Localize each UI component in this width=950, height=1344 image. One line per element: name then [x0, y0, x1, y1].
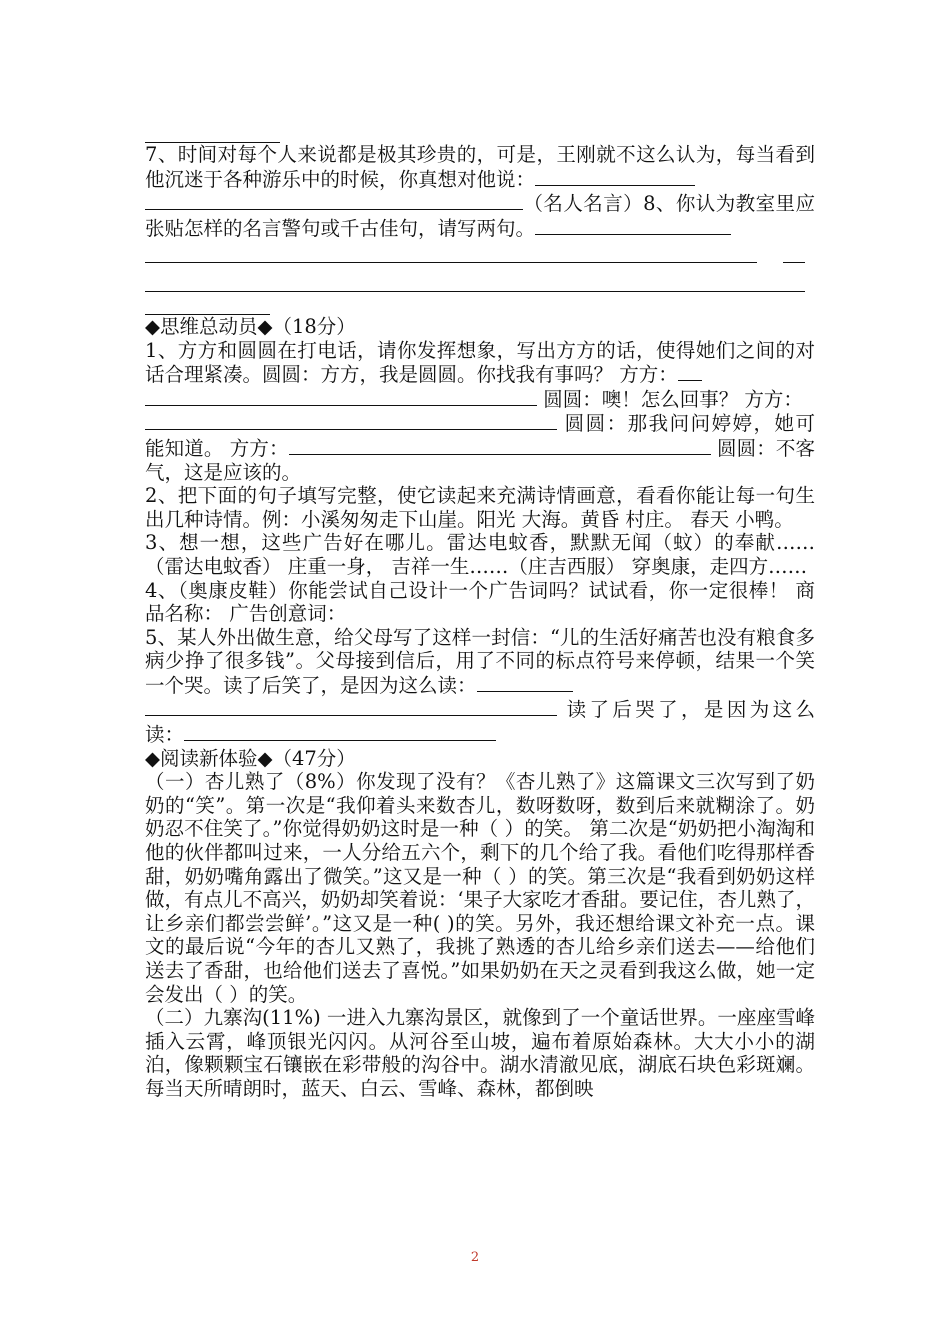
reading-part-1: （一）杏儿熟了（8%）你发现了没有？《杏儿熟了》这篇课文三次写到了奶奶的“笑”。第一次是“我仰着头来数杏儿，数呀数呀，数到后来就糊涂了。奶奶忍不住笑了。”你觉得奶奶这时是一种（ ）的笑。 第二次是“奶奶把小淘淘和他的伙伴都叫过来，一人分给五六个，剩下的几个给了我。看他们吃得那样香甜，奶奶嘴角露出了微笑。”这又是一种（ ）的笑。第三次是“我看到奶奶这样做，有点儿不高兴，奶奶却笑着说：‘果子大家吃才香甜。要记住，杏儿熟了，让乡亲们都尝尝鲜’。”这又是一种( )的笑。另外，我还想给课文补充一点。课文的最后说“今年的杏儿又熟了，我挑了熟透的杏儿给乡亲们送去——给他们送去了香甜，也给他们送去了喜悦。”如果奶奶在天之灵看到我这么做，她一定会发出（ ）的笑。: [145, 770, 815, 1006]
answer-line: [145, 240, 757, 263]
answer-blank: [145, 191, 523, 210]
answer-blank: [145, 387, 537, 406]
question-5: 5、某人外出做生意，给父母写了这样一封信：“儿的生活好痛苦也没有粮食多病少挣了很多钱”。父母接到信后，用了不同的标点符号来停顿，结果一个笑一个哭。读了后笑了，是因为这么读： 读了后哭了，是因为这么读：: [145, 625, 815, 747]
reading-part-2: （二）九寨沟(11%) 一进入九寨沟景区，就像到了一个童话世界。一座座雪峰插入云霄，峰顶银光闪闪。从河谷至山坡，遍布着原始森林。大大小小的湖泊，像颗颗宝石镶嵌在彩带般的沟谷中。湖水清澈见底，湖底石块色彩斑斓。每当天所晴朗时，蓝天、白云、雪峰、森林，都倒映: [145, 1006, 815, 1100]
question-1: 1、方方和圆圆在打电话，请你发挥想象，写出方方的话，使得她们之间的对话合理紧凑。圆圆：方方，我是圆圆。你找我有事吗？ 方方： 圆圆：噢！怎么回事？ 方方： 圆圆：那我问问婷婷，她可能知道。 方方： 圆圆：不客气，这是应该的。: [145, 338, 815, 484]
answer-blank: [535, 216, 731, 235]
answer-blank: [289, 436, 711, 455]
answer-line: [145, 269, 805, 292]
answer-line: [145, 292, 270, 315]
answer-blank: [783, 244, 805, 263]
question-3: 3、想一想，这些广告好在哪儿。雷达电蚊香，默默无闻（蚊）的奉献…… （雷达电蚊香） 庄重一身， 吉祥一生……（庄吉西服） 穿奥康，走四方……: [145, 531, 939, 578]
question-2: 2、把下面的句子填写完整，使它读起来充满诗情画意，看看你能让每一句生出几种诗情。例：小溪匆匆走下山崖。阳光 大海。黄昏 村庄。 春天 小鸭。: [145, 484, 815, 531]
document-page: [145, 120, 939, 1101]
answer-blank: [145, 411, 557, 430]
answer-blank: [477, 673, 573, 692]
answer-line: [145, 120, 280, 143]
section-title-reading: ◆阅读新体验◆（47分）: [145, 746, 356, 770]
page-number: 2: [470, 1250, 480, 1265]
question-4: 4、（奥康皮鞋）你能尝试自己设计一个广告词吗？试试看，你一定很棒！ 商品名称： 广告创意词：: [145, 578, 815, 626]
question-7: 7、时间对每个人来说都是极其珍贵的，可是，王刚就不这么认为，每当看到他沉迷于各种游乐中的时候，你真想对他说： （名人名言）8、你认为教室里应张贴怎样的名言警句或千古佳句，请写两句。: [145, 143, 815, 240]
answer-blank: [184, 722, 496, 741]
answer-blank: [535, 167, 695, 186]
answer-blank: [678, 362, 702, 381]
section-title-thinking: ◆思维总动员◆（18分）: [145, 314, 356, 338]
answer-blank: [145, 697, 557, 716]
